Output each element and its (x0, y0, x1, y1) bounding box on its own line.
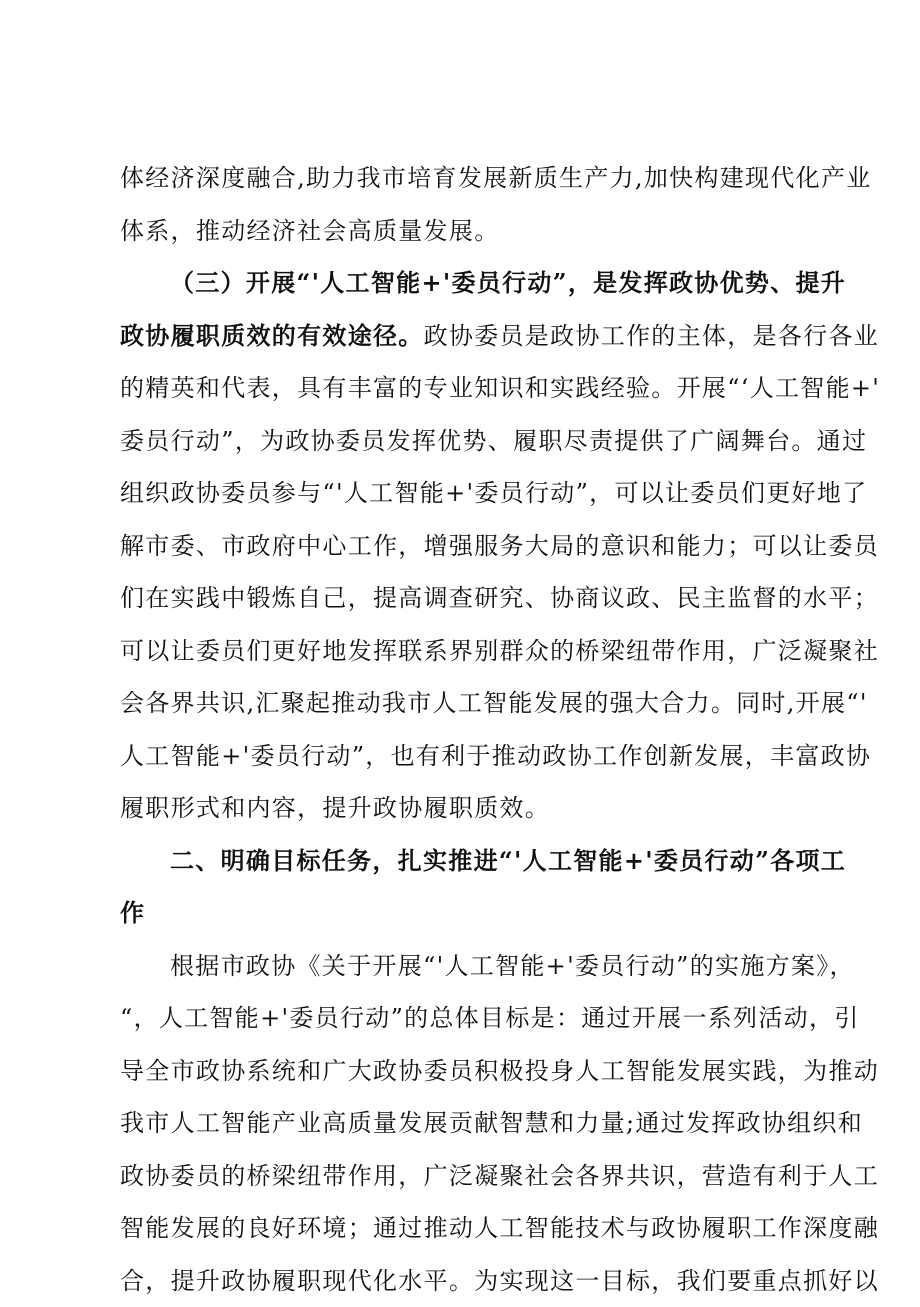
text-line: 合，提升政协履职现代化水平。为实现这一目标，我们要重点抓好以 (120, 1255, 820, 1307)
text-line: 的精英和代表，具有丰富的专业知识和实践经验。开展“‘人工智能+' (120, 362, 820, 415)
text-line: 解市委、市政府中心工作，增强服务大局的意识和能力；可以让委员 (120, 520, 820, 573)
section-subheading: （三）开展“'人工智能+'委员行动”，是发挥政协优势、提升 (120, 257, 820, 310)
text-line: 我市人工智能产业高质量发展贡献智慧和力量;通过发挥政协组织和 (120, 1097, 820, 1150)
text-line: 体经济深度融合,助力我市培育发展新质生产力,加快构建现代化产业 (120, 152, 820, 205)
text-line: 智能发展的良好环境；通过推动人工智能技术与政协履职工作深度融 (120, 1202, 820, 1255)
text-line: 履职形式和内容，提升政协履职质效。 (120, 782, 820, 835)
text-line: 可以让委员们更好地发挥联系界别群众的桥梁纽带作用，广泛凝聚社 (120, 625, 820, 678)
subheading-continuation: 政协履职质效的有效途径。 (120, 321, 424, 350)
text-line: 人工智能+'委员行动”，也有利于推动政协工作创新发展，丰富政协 (120, 730, 820, 783)
document-body (120, 152, 820, 1307)
text-line: 们在实践中锻炼自己，提高调查研究、协商议政、民主监督的水平； (120, 572, 820, 625)
paragraph-economy-integration (120, 152, 820, 257)
text-line: “，人工智能+'委员行动”的总体目标是：通过开展一系列活动，引 (120, 992, 820, 1045)
text-fragment: 政协委员是政协工作的主体，是各行各业 (424, 322, 879, 350)
text-line: 体系，推动经济社会高质量发展。 (120, 205, 820, 258)
heading-line: 二、明确目标任务，扎实推进“'人工智能+'委员行动”各项工 (120, 835, 820, 888)
text-line: 导全市政协系统和广大政协委员积极投身人工智能发展实践，为推动 (120, 1045, 820, 1098)
paragraph-committee-action (120, 257, 820, 835)
text-line: 委员行动”，为政协委员发挥优势、履职尽责提供了广阔舞台。通过 (120, 415, 820, 468)
text-line: 会各界共识,汇聚起推动我市人工智能发展的强大合力。同时,开展“' (120, 677, 820, 730)
text-line: 组织政协委员参与“'人工智能+'委员行动”，可以让委员们更好地了 (120, 467, 820, 520)
text-line: 根据市政协《关于开展“'人工智能+'委员行动”的实施方案》， (120, 940, 820, 993)
text-line: 政协委员的桥梁纽带作用，广泛凝聚社会各界共识，营造有利于人工 (120, 1150, 820, 1203)
text-line (120, 310, 820, 363)
heading-line: 作 (120, 887, 820, 940)
paragraph-overall-goal (120, 940, 820, 1307)
section-heading-2 (120, 835, 820, 940)
